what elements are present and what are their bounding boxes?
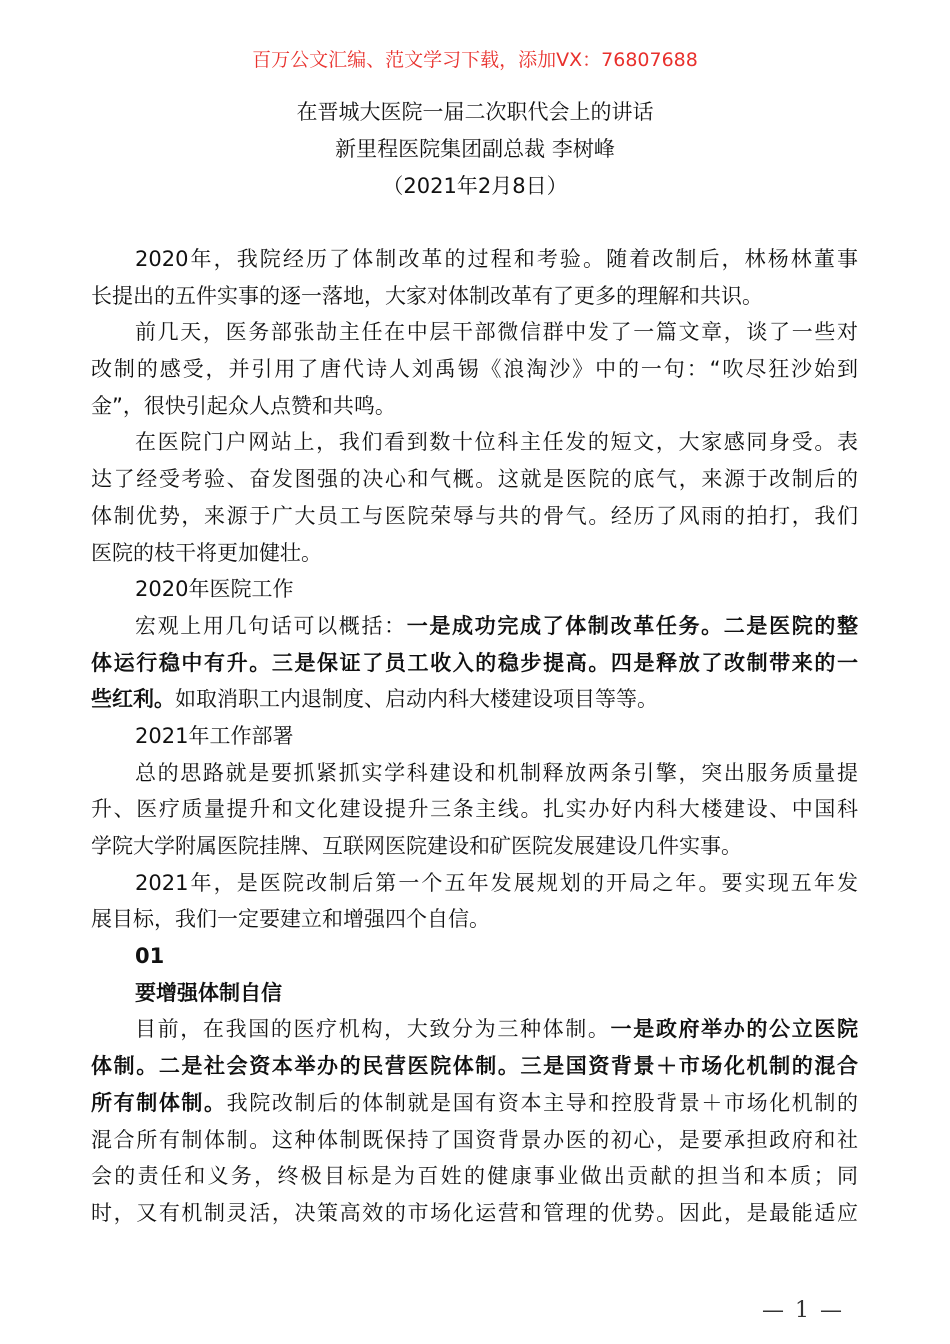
bold-text: 一是政府举办的公立医院: [610, 1017, 858, 1042]
text-line: [91, 718, 858, 755]
text-line: [91, 498, 858, 535]
body-text: 金”，很快引起众人点赞和共鸣。: [91, 393, 396, 418]
text-line: [91, 278, 858, 315]
body-text: 展目标，我们一定要建立和增强四个自信。: [91, 907, 490, 932]
text-line: [91, 1048, 858, 1085]
body-text: 目前，在我国的医疗机构，大致分为三种体制。: [135, 1017, 611, 1042]
text-line: [91, 388, 858, 425]
text-line: [91, 535, 858, 572]
document-title: 在晋城大医院一届二次职代会上的讲话: [296, 100, 654, 124]
text-line: [91, 1158, 858, 1195]
body-text: 混合所有制体制。这种体制既保持了国资背景办医的初心，是要承担政府和社: [91, 1127, 858, 1152]
bold-text: 些红利。: [91, 687, 175, 712]
text-line: [91, 571, 858, 608]
text-line: [91, 1122, 858, 1159]
watermark-banner: 百万公文汇编、范文学习下载，添加VX：76807688: [252, 49, 698, 71]
text-line: [91, 1195, 858, 1232]
speaker-line: 新里程医院集团副总裁 李树峰: [335, 137, 615, 161]
body-text: 总的思路就是要抓紧抓实学科建设和机制释放两条引擎，突出服务质量提: [135, 760, 858, 785]
text-line: [91, 755, 858, 792]
speech-date: （2021年2月8日）: [382, 174, 568, 198]
body-text: 升、医疗质量提升和文化建设提升三条主线。扎实办好内科大楼建设、中国科: [91, 797, 858, 822]
text-line: [91, 314, 858, 351]
body-text: 2020年医院工作: [135, 577, 294, 602]
body-text: 前几天，医务部张劼主任在中层干部微信群中发了一篇文章，谈了一些对: [135, 320, 858, 345]
text-line: [91, 351, 858, 388]
text-line: [91, 975, 858, 1012]
text-line: [91, 938, 858, 975]
body-text: 我院改制后的体制就是国有资本主导和控股背景＋市场化机制的: [226, 1090, 858, 1115]
bold-text: 体制。二是社会资本举办的民营医院体制。三是国资背景＋市场化机制的混合: [91, 1054, 858, 1079]
body-text: 2021年工作部署: [135, 723, 294, 748]
text-line: [91, 608, 858, 645]
bold-text: 要增强体制自信: [135, 980, 282, 1005]
bold-text: 所有制体制。: [91, 1090, 227, 1115]
body-text: 改制的感受，并引用了唐代诗人刘禹锡《浪淘沙》中的一句：“吹尽狂沙始到: [91, 357, 858, 382]
body-text: 达了经受考验、奋发图强的决心和气概。这就是医院的底气，来源于改制后的: [91, 467, 858, 492]
text-line: [91, 865, 858, 902]
page-number: — 1 —: [762, 1298, 844, 1323]
bold-text: 01: [135, 944, 165, 969]
body-text: 宏观上用几句话可以概括：: [135, 613, 407, 638]
bold-text: 体运行稳中有升。三是保证了员工收入的稳步提高。四是释放了改制带来的一: [91, 650, 858, 675]
body-text: 学院大学附属医院挂牌、互联网医院建设和矿医院发展建设几件实事。: [91, 834, 742, 858]
body-text: 2021年，是医院改制后第一个五年发展规划的开局之年。要实现五年发: [135, 870, 858, 895]
body-text: 2020年，我院经历了体制改革的过程和考验。随着改制后，林杨林董事: [135, 247, 858, 271]
text-line: [91, 1011, 858, 1048]
body-text: 会的责任和义务，终极目标是为百姓的健康事业做出贡献的担当和本质；同: [91, 1164, 858, 1189]
text-line: [91, 645, 858, 682]
text-line: [91, 241, 858, 278]
body-text: 医院的枝干将更加健壮。: [91, 540, 322, 565]
text-line: [91, 681, 858, 718]
text-line: [91, 791, 858, 828]
body-text: 在医院门户网站上，我们看到数十位科主任发的短文，大家感同身受。表: [135, 430, 858, 455]
body-text: 时，又有机制灵活，决策高效的市场化运营和管理的优势。因此，是最能适应: [91, 1200, 858, 1225]
document-header: [0, 94, 950, 205]
text-line: [91, 461, 858, 498]
text-line: [91, 828, 858, 865]
bold-text: 一是成功完成了体制改革任务。二是医院的整: [406, 613, 858, 638]
text-line: [91, 901, 858, 938]
text-line: [91, 424, 858, 461]
body-text: 如取消职工内退制度、启动内科大楼建设项目等等。: [175, 687, 658, 712]
body-text: 长提出的五件实事的逐一落地，大家对体制改革有了更多的理解和共识。: [91, 283, 763, 308]
document-body: [91, 241, 858, 1232]
body-text: 体制优势，来源于广大员工与医院荣辱与共的骨气。经历了风雨的拍打，我们: [91, 503, 858, 528]
text-line: [91, 1085, 858, 1122]
